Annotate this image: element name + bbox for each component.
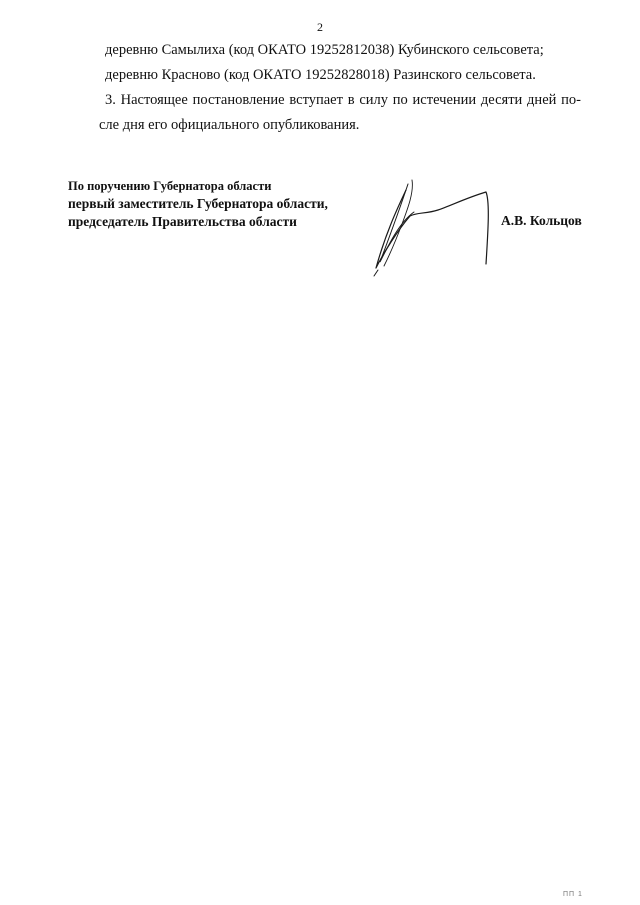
signature-block bbox=[68, 177, 328, 231]
signatory-position-line-2: председатель Правительства области bbox=[68, 214, 297, 229]
handwritten-signature-icon bbox=[368, 172, 498, 277]
body-line-krasnovo: деревню Красново (код ОКАТО 19252828018) Разинского сельсовета. bbox=[105, 67, 536, 83]
signature-instruction-line: По поручению Губернатора области bbox=[68, 179, 272, 193]
document-body bbox=[99, 38, 581, 138]
body-line-samylikha: деревню Самылиха (код ОКАТО 19252812038) Кубинского сельсовета; bbox=[105, 42, 544, 58]
footer-mark: ПП 1 bbox=[563, 891, 583, 898]
page-number: 2 bbox=[317, 20, 323, 34]
signatory-name: А.В. Кольцов bbox=[501, 213, 582, 228]
signatory-position-line-1: первый заместитель Губернатора области, bbox=[68, 196, 328, 211]
paragraph-3-line-2: сле дня его официального опубликования. bbox=[99, 117, 360, 133]
paragraph-3-line-1: 3. Настоящее постановление вступает в силу по истечении десяти дней по- bbox=[105, 92, 581, 108]
